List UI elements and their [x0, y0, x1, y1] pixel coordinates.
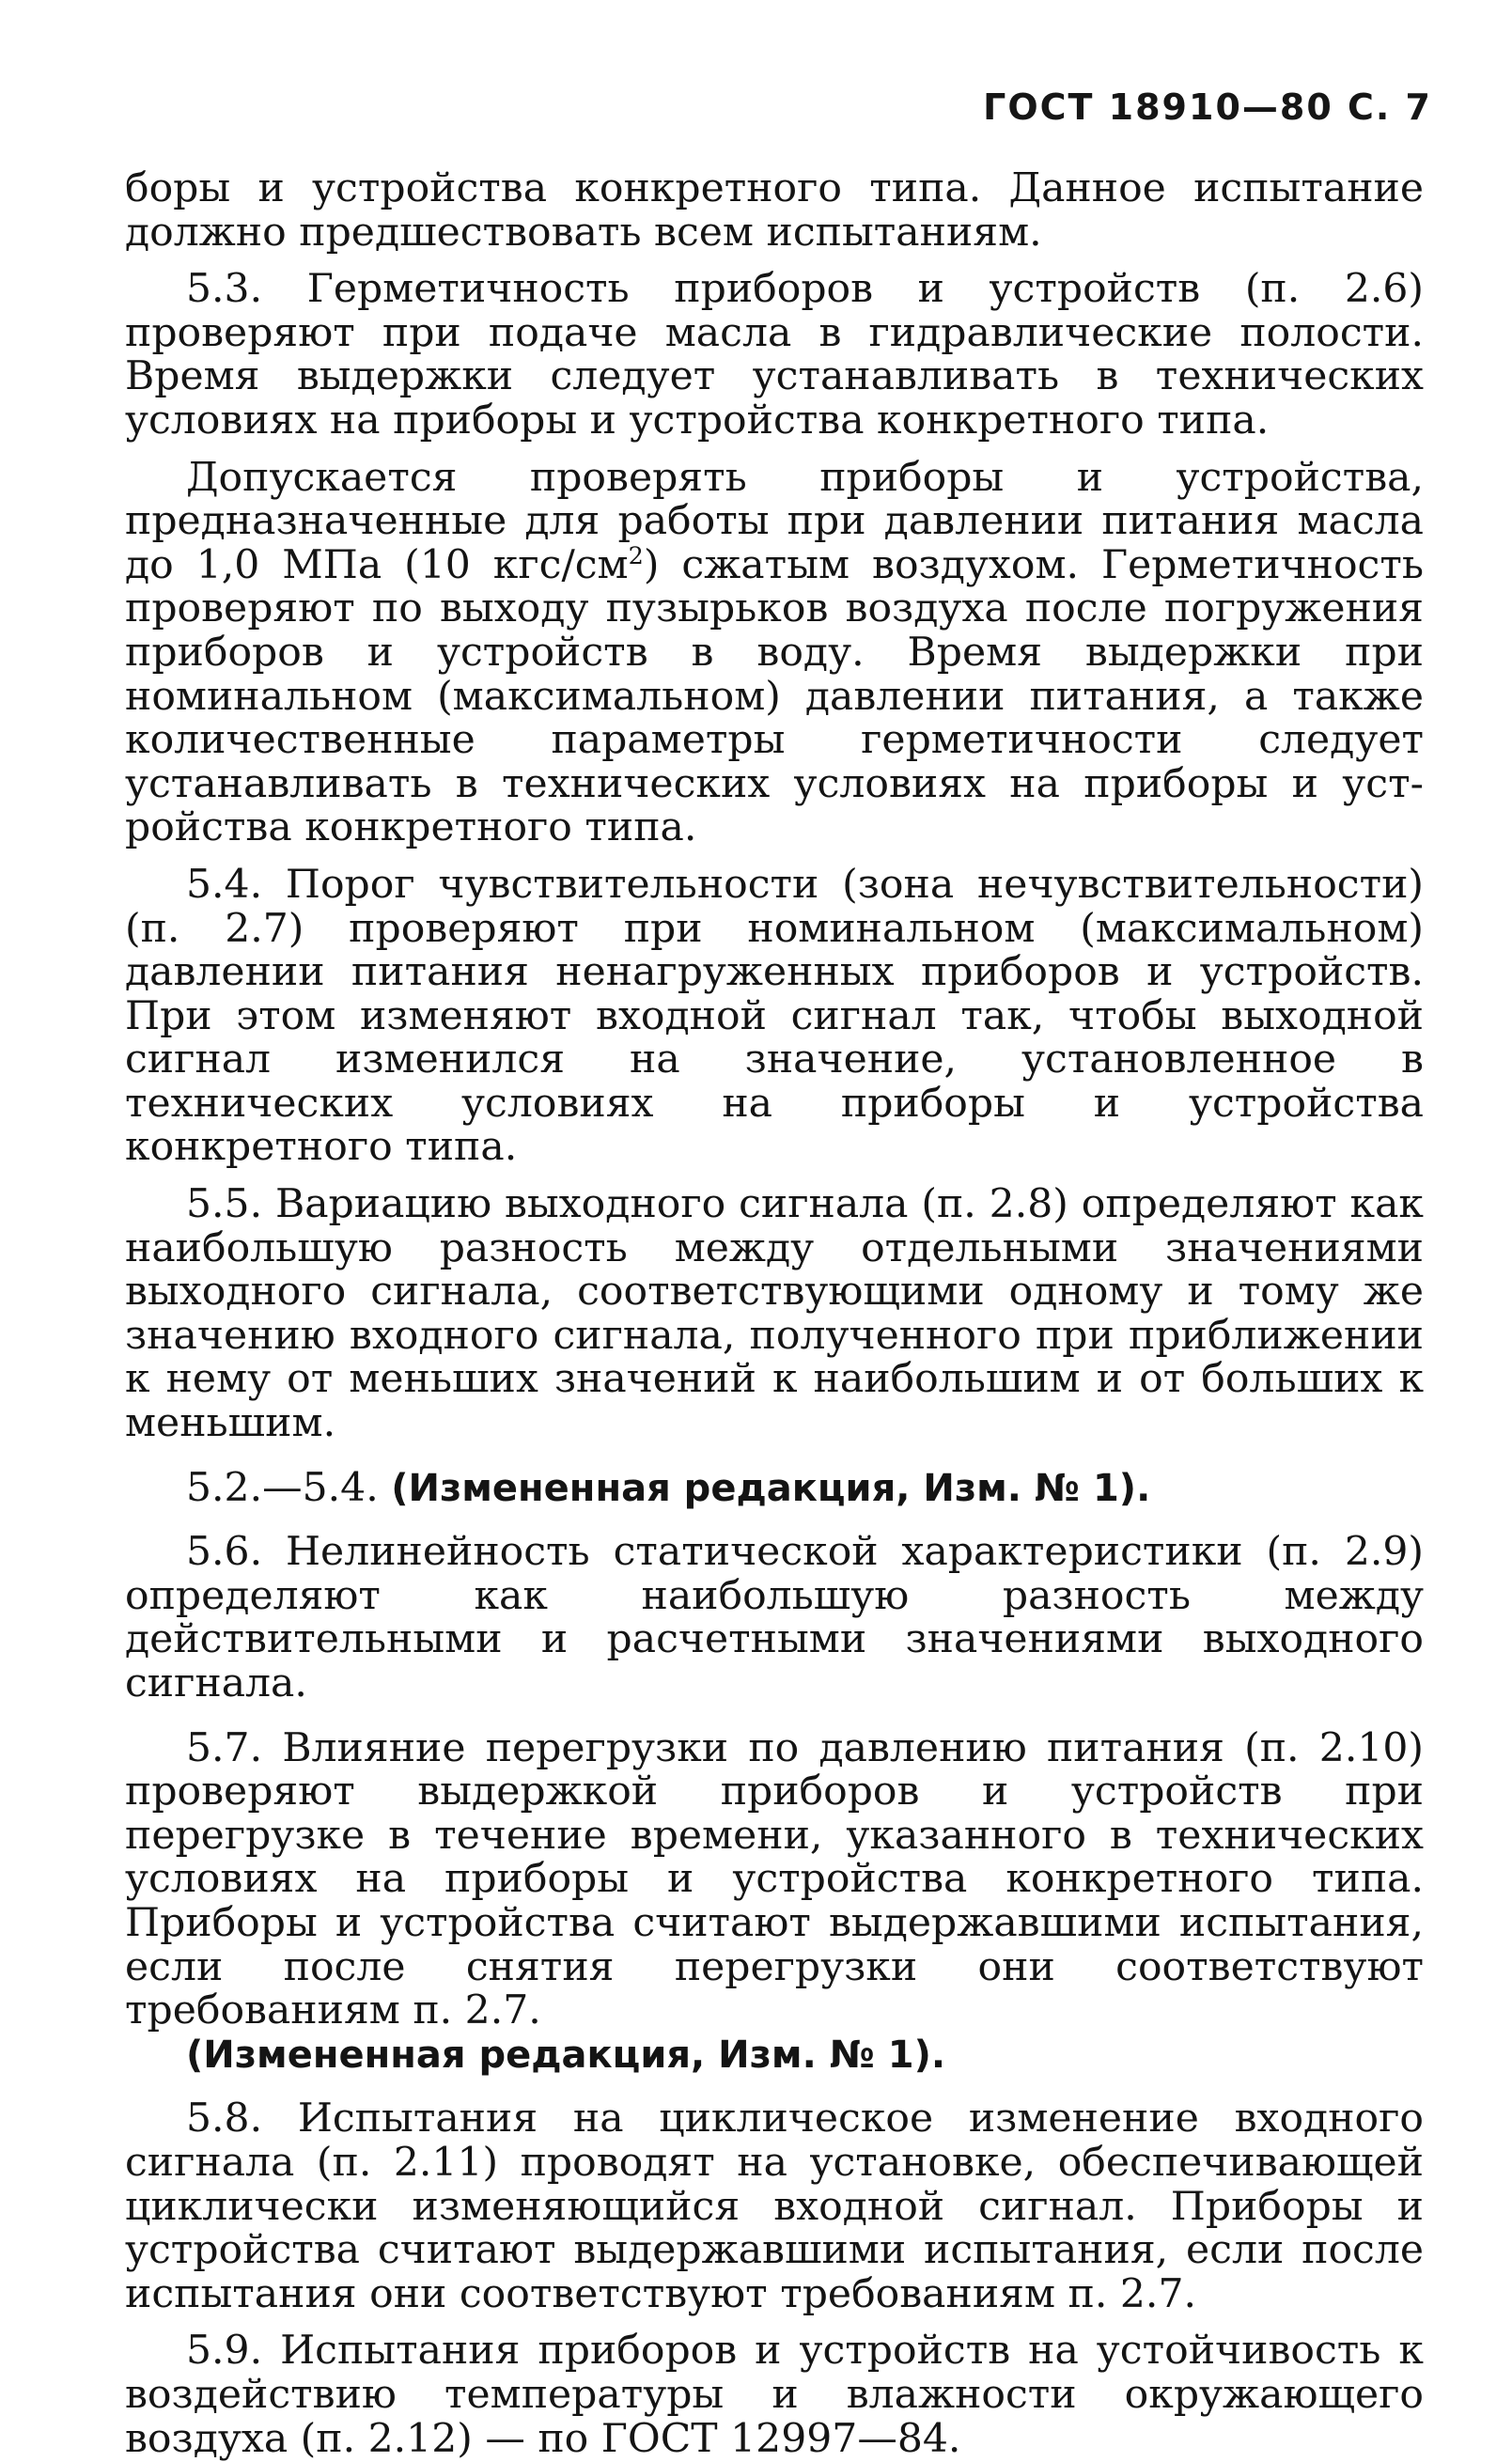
paragraph-5-3-allowance-text-end: ) сжатым воздухом. Герметичность проверяют по выходу пузырьков воздуха после погружения приборов и устройств в воду. Время выдержки при номинальном (максимальном) давлении питания, а также количественные параметры герметичности следует устанавливать в технических условиях на приборы и устройства конкретного типа. [125, 541, 1424, 851]
paragraph-5-8: 5.8. Испытания на циклическое изменение входного сигнала (п. 2.11) проводят на установке, обеспечивающей циклически изменяющийся входной сигнал. Приборы и устройства считают выдержавшими испытания, если после испытания они соответствуют требованиям п. 2.7. [125, 2096, 1424, 2317]
paragraph-continuation: боры и устройства конкретного типа. Данное испытание должно предшествовать всем испытаниям. [125, 165, 1424, 256]
document-body [125, 167, 1424, 2461]
paragraph-5-6: 5.6. Нелинейность статической характеристики (п. 2.9) определяют как наибольшую разность между действительными и расчетными значениями выходного сигнала. [125, 1529, 1424, 1706]
paragraph-5-2-5-4-amendment [125, 1464, 1424, 1511]
amendment-range: 5.2.—5.4. [186, 1464, 392, 1511]
amendment-note: (Измененная редакция, Изм. № 1). [391, 1466, 1151, 1510]
paragraph-5-3: 5.3. Герметичность приборов и устройств (п. 2.6) проверяют при подаче масла в гидравлические полости. Время выдержки следует устанавливать в технических условиях на приборы и устройства конкретного типа. [125, 266, 1424, 444]
amendment-note-5-7: (Измененная редакция, Изм. № 1). [186, 2033, 946, 2077]
paragraph-5-7: 5.7. Влияние перегрузки по давлению питания (п. 2.10) проверяют выдержкой приборов и устройств при перегрузке в течение времени, указанного в технических условиях на приборы и устройства конкретного типа. Приборы и устройства считают выдержавшими испытания, если после снятия перегрузки они соответствуют требованиям п. 2.7. [125, 1724, 1424, 2034]
paragraph-5-9: 5.9. Испытания приборов и устройств на устойчивость к воздействию температуры и влажности окружающего воздуха (п. 2.12) — по ГОСТ 12997—84. [125, 2328, 1424, 2462]
running-header: ГОСТ 18910—80 С. 7 [983, 86, 1432, 128]
paragraph-5-3-allowance-text-start: Допускается проверять приборы и устройства, предназначенные для работы при давлении питания масла до 1,0 МПа (10 кгс/см [125, 454, 1424, 588]
paragraph-5-4: 5.4. Порог чувствительности (зона нечувствительности) (п. 2.7) проверяют при номинальном (максимальном) давлении питания ненагруженных приборов и устройств. При этом изменяют входной сигнал так, чтобы выходной сигнал изменился на значение, установленное в технических условиях на приборы и устройства конкретного типа. [125, 861, 1424, 1171]
paragraph-5-7-amendment [125, 2033, 1424, 2078]
superscript-2: 2 [628, 541, 644, 570]
paragraph-5-5: 5.5. Вариацию выходного сигнала (п. 2.8) определяют как наибольшую разность между отдельными значениями выходного сигнала, соответствующими одному и тому же значению входного сигнала, полученного при приближении к нему от меньших значений к наибольшим и от больших к меньшим. [125, 1181, 1424, 1447]
paragraph-5-3-allowance [125, 454, 1424, 851]
